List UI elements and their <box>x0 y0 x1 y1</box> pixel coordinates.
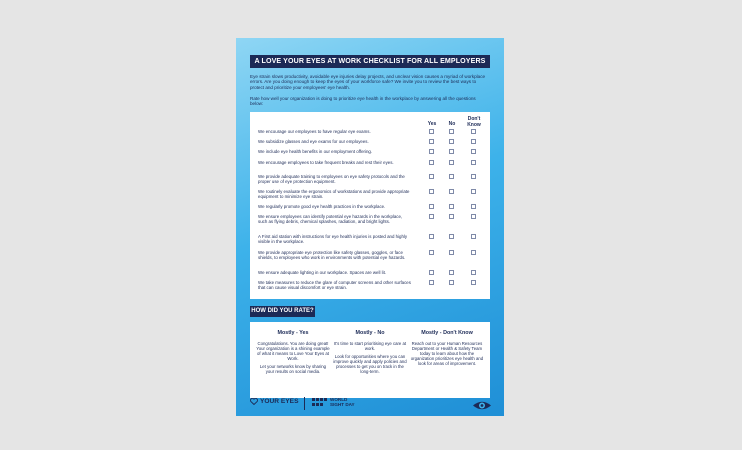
love-your-eyes-logo <box>250 398 298 405</box>
dont-know-checkbox[interactable] <box>471 234 476 239</box>
poster-title: A LOVE YOUR EYES AT WORK CHECKLIST FOR ALL EMPLOYERS <box>250 55 490 68</box>
no-checkbox[interactable] <box>449 129 454 134</box>
result-title: Mostly - No <box>355 330 385 336</box>
dont-know-checkbox[interactable] <box>471 129 476 134</box>
yes-checkbox[interactable] <box>429 174 434 179</box>
checklist-row <box>258 160 484 165</box>
result-mostly-yes <box>256 330 330 375</box>
checklist-item-text: We subsidize glasses and eye exams for our employees. <box>258 139 369 144</box>
no-checkbox[interactable] <box>449 280 454 285</box>
yes-checkbox[interactable] <box>429 149 434 154</box>
no-checkbox[interactable] <box>449 149 454 154</box>
result-body: Congratulations. You are doing great! Your organization is a shining example of what it means to Love Your Eyes at Work. <box>256 341 330 362</box>
checklist-row <box>258 214 484 224</box>
dont-know-checkbox[interactable] <box>471 204 476 209</box>
checklist-row <box>258 270 484 275</box>
checklist-item-text: We ensure adequate lighting in our workplace. Spaces are well lit. <box>258 270 387 275</box>
checklist-row <box>258 204 484 209</box>
result-title: Mostly - Yes <box>277 330 309 336</box>
column-header-dont-know: Don't Know <box>467 116 481 128</box>
rate-question: Rate how well your organization is doing to prioritize eye health in the workplace by answering all the questions below: <box>250 96 476 107</box>
dont-know-checkbox[interactable] <box>471 174 476 179</box>
checklist-row <box>258 280 484 290</box>
no-checkbox[interactable] <box>449 204 454 209</box>
column-header-yes: Yes <box>427 121 437 127</box>
checklist-item-text: A First aid station with instructions for eye health injuries is posted and highly visible in the workplace. <box>258 234 408 245</box>
yes-checkbox[interactable] <box>429 139 434 144</box>
result-title: Mostly - Don't Know <box>421 330 473 336</box>
result-body-2: Let your networks know by sharing your results on social media. <box>259 364 327 375</box>
result-mostly-no <box>333 330 407 375</box>
yes-checkbox[interactable] <box>429 129 434 134</box>
checklist-item-text: We ensure employees can identify potential eye hazards in the workplace, such as flying debris, chemical splashes, radiation, and bright lights. <box>258 214 403 225</box>
no-checkbox[interactable] <box>449 214 454 219</box>
checklist-row <box>258 174 484 184</box>
yes-checkbox[interactable] <box>429 280 434 285</box>
dont-know-checkbox[interactable] <box>471 139 476 144</box>
dont-know-checkbox[interactable] <box>471 250 476 255</box>
yes-checkbox[interactable] <box>429 204 434 209</box>
no-checkbox[interactable] <box>449 160 454 165</box>
no-checkbox[interactable] <box>449 139 454 144</box>
dont-know-checkbox[interactable] <box>471 160 476 165</box>
dont-know-checkbox[interactable] <box>471 214 476 219</box>
love-logo-text: YOUR EYES <box>260 398 299 405</box>
no-checkbox[interactable] <box>449 189 454 194</box>
wsd-line-2: SIGHT DAY <box>330 401 355 407</box>
checklist-poster <box>236 38 504 416</box>
how-did-you-rate-heading: HOW DID YOU RATE? <box>250 306 315 317</box>
dont-know-checkbox[interactable] <box>471 280 476 285</box>
heart-icon <box>250 398 258 405</box>
checklist-item-text: We regularly promote good eye health practices in the workplace. <box>258 204 386 209</box>
eye-icon <box>472 398 492 416</box>
world-sight-day-logo <box>312 398 355 407</box>
dont-know-checkbox[interactable] <box>471 149 476 154</box>
yes-checkbox[interactable] <box>429 160 434 165</box>
yes-checkbox[interactable] <box>429 270 434 275</box>
intro-text: Eye strain slows productivity, avoidable eye injuries delay projects, and unclear vision causes a myriad of workplace errors. Are you doing enough to keep the eyes of your workforce safe? We invite you to review the best ways to protect and prioritize your employees' eye health. <box>250 74 486 90</box>
world-sight-day-icon <box>312 398 328 407</box>
checklist-item-text: We take measures to reduce the glare of computer screens and other surfaces that can cause visual discomfort or eye strain. <box>258 280 411 291</box>
yes-checkbox[interactable] <box>429 214 434 219</box>
dont-know-checkbox[interactable] <box>471 189 476 194</box>
checklist-row <box>258 189 484 199</box>
yes-checkbox[interactable] <box>429 234 434 239</box>
result-mostly-dont-know <box>410 330 484 366</box>
checklist-item-text: We routinely evaluate the ergonomics of workstations and provide appropriate equipment to minimize eye strain. <box>258 189 410 200</box>
footer-divider <box>304 397 305 410</box>
dont-know-checkbox[interactable] <box>471 270 476 275</box>
yes-checkbox[interactable] <box>429 250 434 255</box>
checklist-item-text: We include eye health benefits in our employment offering. <box>258 149 373 154</box>
result-body-2: Look for opportunities where you can improve quickly and apply policies and processes to get you on track in the long-term. <box>333 354 407 375</box>
checklist-row <box>258 149 484 154</box>
no-checkbox[interactable] <box>449 250 454 255</box>
no-checkbox[interactable] <box>449 234 454 239</box>
no-checkbox[interactable] <box>449 174 454 179</box>
checklist-item-text: We provide appropriate eye protection like safety glasses, goggles, or face shields, to employees who work in environments with potential eye hazards. <box>258 250 406 261</box>
checklist-row <box>258 234 484 244</box>
results-panel <box>250 322 490 398</box>
checklist-item-text: We provide adequate training to employees on eye safety protocols and the proper use of eye protection equipment. <box>258 174 405 185</box>
no-checkbox[interactable] <box>449 270 454 275</box>
checklist-row <box>258 129 484 134</box>
checklist-item-text: We encourage our employees to have regular eye exams. <box>258 129 371 134</box>
checklist-table <box>250 112 490 299</box>
yes-checkbox[interactable] <box>429 189 434 194</box>
checklist-row <box>258 139 484 144</box>
checklist-row <box>258 250 484 260</box>
column-header-no: No <box>448 121 456 127</box>
wsd-line-1: WORLD <box>330 397 348 402</box>
result-body: It's time to start prioritising eye care at work. <box>333 341 407 352</box>
footer <box>236 397 504 416</box>
checklist-item-text: We encourage employees to take frequent breaks and rest their eyes. <box>258 160 394 165</box>
result-body: Reach out to your Human Resources Department or Health & Safety Team today to learn about how the organization prioritizes eye health and look for areas of improvement. <box>410 341 484 367</box>
